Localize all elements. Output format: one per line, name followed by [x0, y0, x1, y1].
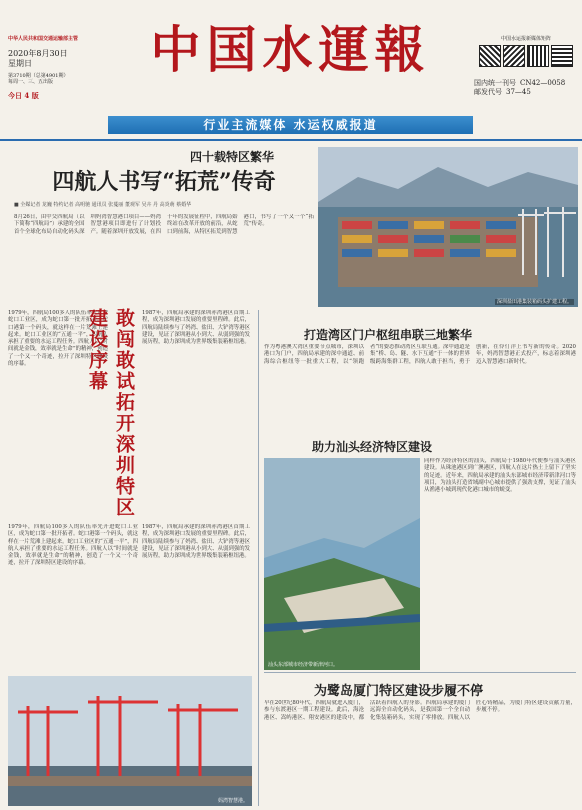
lead-vertical-title: 敢闯敢试拓开深圳特区建设序幕: [86, 308, 135, 518]
crane-photo-caption: 妈湾智慧港。: [217, 798, 248, 804]
masthead-right-info: [474, 36, 578, 97]
lead-body-col-4: 1979年，四航局100多人的队伍率先开进蛇口工业区，成为蛇口第一批开拓者。蛇口港第一个码头，就这样在一片荒滩上建起来。蛇口工业区的“五通一平”，四航人承担了重要的水运工程任务。四航人以“时间就是金钱，效率就是生命”的精神，创造了一个又一个奇迹，拉开了深圳特区建设的序幕。: [8, 524, 138, 567]
issue-frequency: 每周一、三、五出版: [8, 79, 54, 85]
article3-body: 同样作为经济特区的汕头，四航局于1980年代便参与汕头港区建设。从珠池港区到广澳港区，四航人在这片热土上留下了坚实的足迹。近年来，四航局承建的汕头东部城市经济带新津河口等项目，为汕头打造省域副中心城市提供了强劲支撑，见证了汕头从渔港小城到现代化港口城市的蜕变。: [424, 458, 576, 494]
masthead-left-info: [8, 36, 96, 100]
slogan-banner: 行业主流媒体 水运权威报道: [108, 116, 473, 134]
qr-code-icon[interactable]: [551, 45, 573, 67]
lead-kicker: 四十载特区繁华: [189, 150, 274, 164]
lead-body-col-1: 1979年，四航局100多人的队伍率先开进蛇口工业区，成为蛇口第一批开拓者。蛇口港第一个码头，就这样在一片荒滩上建起来。蛇口工业区的“五通一平”，四航人承担了重要的水运工程任务。四航人以“时间就是金钱，效率就是生命”的精神，创造了一个又一个奇迹，拉开了深圳特区建设的序幕。: [8, 310, 108, 368]
issue-date: 2020年8月30日: [8, 49, 68, 58]
lead-intro: 8月26日，由中交四航局（以下简称“四航局”）承建的全国首个全球化布局自动化码头深圳妈湾智慧港口项目——妈湾智慧港项目即进行了计划投产。随着深圳开放发展，在四十年的发展征程中，四航局始终站在改革开放的前沿，从蛇口到前海，从特区拓荒到智慧港口，书写了一个又一个“拓荒”传奇。: [14, 214, 314, 235]
cn-number-label: 国内统一刊号: [474, 79, 516, 87]
cn-number-row: [474, 79, 578, 88]
article4-body: 早在20世纪80年代，四航局就进入厦门，参与东渡港区一期工程建设。此后，海沧港区、嵩屿港区、翔安港区的建设中，都活跃着四航人的身影。四航局承建的厦门远海全自动化码头，是我国第一个全自动化集装箱码头，实现了零排放。四航人以匠心铸精品，为厦门特区建设贡献力量，步履不停。: [264, 700, 576, 721]
lead-headline: 四航人书写“拓荒”传奇: [52, 169, 276, 195]
postal-label: 邮发代号: [474, 88, 502, 96]
sponsor-text: 中华人民共和国交通运输部主管: [8, 36, 79, 42]
qr-code-icon[interactable]: [527, 45, 549, 67]
newspaper-logo: 中国水運報: [150, 20, 431, 79]
port-cranes-photo: [8, 676, 252, 806]
estuary-aerial-photo: [264, 458, 420, 670]
qr-code-icon[interactable]: [479, 45, 501, 67]
cn-number: CN42—0058: [520, 79, 566, 87]
lead-photo: [318, 147, 578, 307]
masthead: [0, 0, 582, 140]
column-divider: [258, 310, 259, 806]
lead-body-col-3: 1987年，四航局承建的深圳赤湾港区首期工程，成为深圳港口发展的重要里程碑。此后，四航局陆续参与了妈湾、盐田、大铲湾等港区建设，见证了深圳港从小到大、从弱到强的发展历程，助力深圳成为世界级集装箱枢纽港。: [142, 524, 250, 560]
lead-body-col-2: 1987年，四航局承建的深圳赤湾港区首期工程，成为深圳港口发展的重要里程碑。此后，四航局陆续参与了妈湾、盐田、大铲湾等港区建设，见证了深圳港从小到大、从弱到强的发展历程，助力深圳成为世界级集装箱枢纽港。: [142, 310, 250, 346]
postal-row: [474, 88, 578, 97]
new-media-label: 中国水运报新媒体矩阵: [500, 36, 551, 42]
pages-today: 今日 4 版: [8, 91, 39, 100]
lead-byline: ■ 全媒记者 龙巍 特约记者 高明驰 通讯员 张蔓丽 董观军 吴卉 丹 高炎萌 蔡婚华: [14, 202, 192, 208]
section-divider: [264, 672, 576, 673]
qr-code-icon[interactable]: [503, 45, 525, 67]
container-terminal-photo: [318, 147, 578, 307]
crane-photo: [8, 676, 252, 806]
issue-weekday: 星期日: [8, 59, 32, 68]
article2-headline: 打造湾区门户枢纽串联三地繁华: [304, 328, 473, 342]
article3-headline: 助力汕头经济特区建设: [312, 440, 433, 454]
article2-body: 作为粤港澳大湾区重要节点城市，深圳以港口为门户，四航局承建的深中通道、前海综合枢纽等一批重大工程，以“领跑者”的姿态推动湾区互联互通。深中通道是集“桥、岛、隧、水下互通”于一体的世界级跨海集群工程，四航人敢于担当，勇于创新，在伶仃洋上书写新的传奇。2020年，妈湾智慧港正式投产，标志着深圳港迈入智慧港口新时代。: [264, 344, 576, 365]
article4-headline: 为鹭岛厦门特区建设步履不停: [314, 684, 484, 699]
postal-code: 37—45: [506, 88, 531, 96]
issue-number: 第3710期（总第4901期）: [8, 73, 69, 79]
masthead-divider: [0, 139, 582, 141]
article3-photo-caption: 汕头东部城市经济带新津河口。: [268, 662, 339, 668]
article3-photo: [264, 458, 420, 670]
qr-code-row: [474, 45, 578, 67]
lead-photo-caption: 深圳盐田港集装箱码头扩建工程。: [496, 299, 572, 305]
